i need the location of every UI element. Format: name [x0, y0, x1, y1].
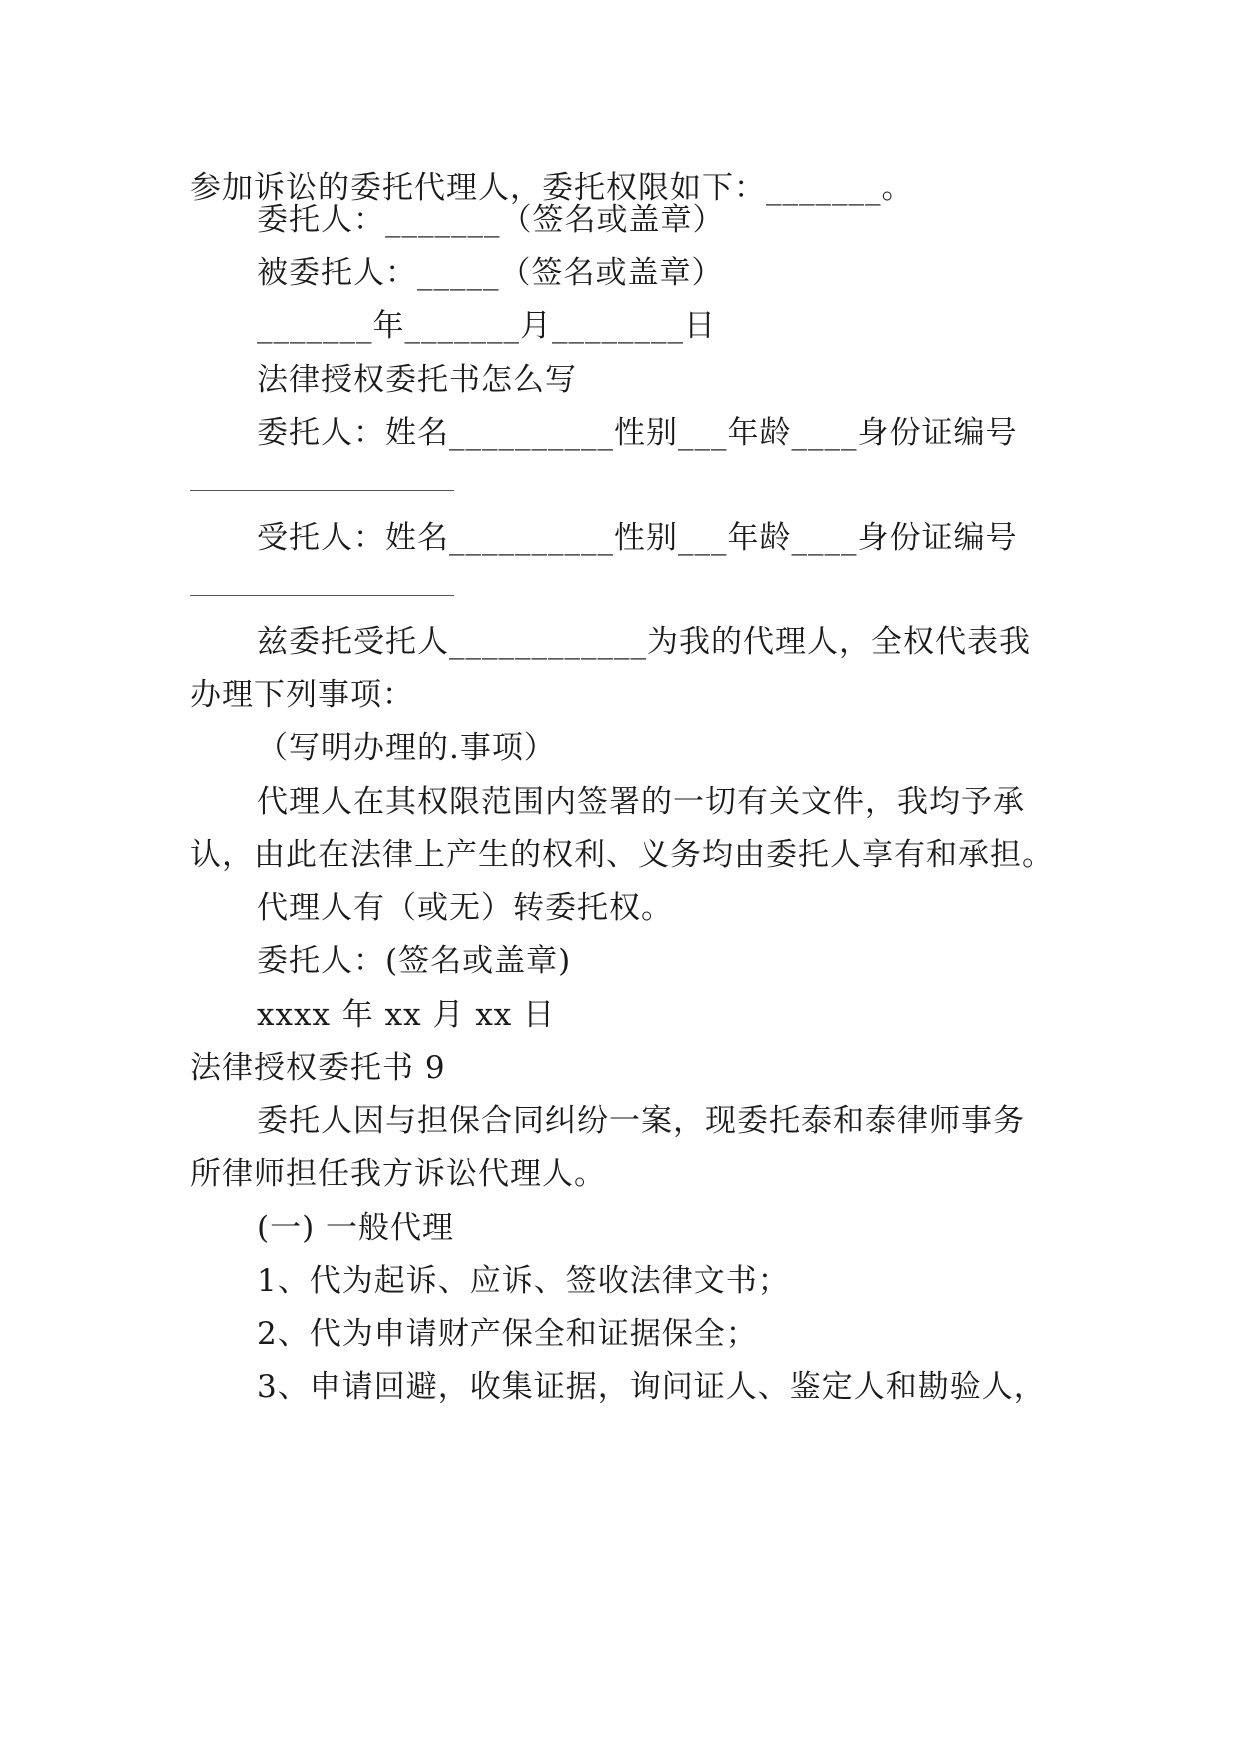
- list-heading: (一) 一般代理: [257, 1210, 455, 1246]
- text-line: 受托人：姓名__________性别___年龄____身份证编号: [257, 520, 1018, 556]
- text-line: 被委托人：_____（签名或盖章）: [257, 255, 724, 291]
- text-line: 代理人在其权限范围内签署的一切有关文件，我均予承: [257, 784, 1025, 820]
- text-line: 代理人有（或无）转委托权。: [257, 890, 673, 926]
- text-line: _______年_______月________日: [257, 308, 716, 344]
- text-line: 委托人：_______（签名或盖章）: [257, 202, 725, 238]
- section-heading: 法律授权委托书怎么写: [257, 362, 577, 398]
- list-item: 3、申请回避，收集证据，询问证人、鉴定人和勘验人，: [257, 1369, 1046, 1405]
- text-line: 兹委托受托人____________为我的代理人，全权代表我: [257, 624, 1031, 660]
- text-line: 参加诉讼的委托代理人，委托权限如下：_______。: [190, 170, 914, 206]
- text-line: 所律师担任我方诉讼代理人。: [190, 1156, 606, 1192]
- date-line: xxxx 年 xx 月 xx 日: [257, 997, 556, 1033]
- text-line: （写明办理的.事项）: [257, 730, 556, 766]
- list-item: 2、代为申请财产保全和证据保全；: [257, 1316, 758, 1352]
- text-line: 委托人因与担保合同纠纷一案，现委托泰和泰律师事务: [257, 1103, 1025, 1139]
- text-line: 办理下列事项：: [190, 677, 414, 713]
- blank-underline: [190, 595, 454, 596]
- text-line: 认，由此在法律上产生的权利、义务均由委托人享有和承担。: [190, 837, 1054, 873]
- blank-underline: [190, 490, 454, 491]
- list-item: 1、代为起诉、应诉、签收法律文书；: [257, 1263, 790, 1299]
- text-line: 委托人：姓名__________性别___年龄____身份证编号: [257, 415, 1018, 451]
- section-heading: 法律授权委托书 9: [190, 1050, 446, 1086]
- text-line: 委托人：(签名或盖章): [257, 943, 572, 979]
